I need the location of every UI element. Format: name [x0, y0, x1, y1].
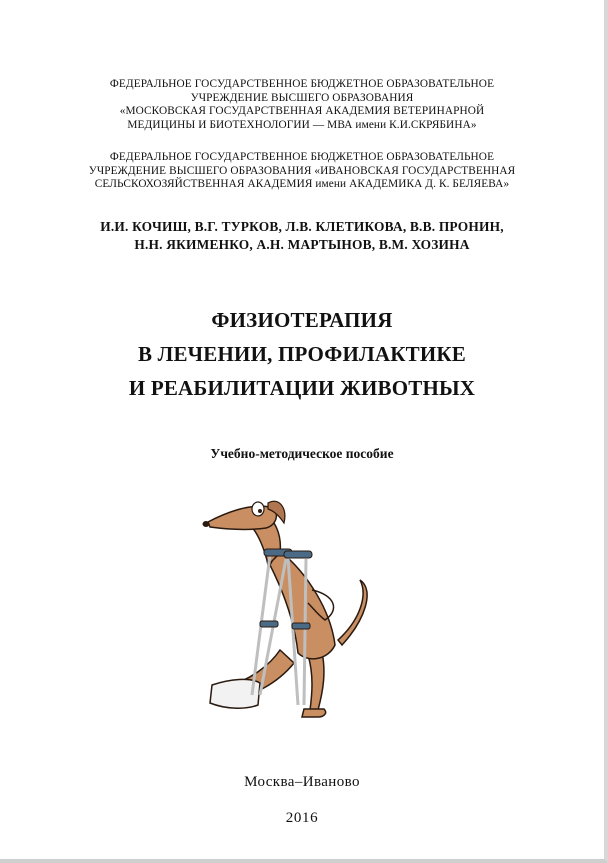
- institution-moscow-line: МЕДИЦИНЫ И БИОТЕХНОЛОГИИ — МВА имени К.И.СКРЯБИНА»: [127, 118, 477, 131]
- book-title-line: И РЕАБИЛИТАЦИИ ЖИВОТНЫХ: [128, 376, 476, 400]
- institution-moscow-line: УЧРЕЖДЕНИЕ ВЫСШЕГО ОБРАЗОВАНИЯ: [190, 91, 414, 104]
- crutch-left-grip: [260, 621, 278, 627]
- dog-on-crutches-icon: [200, 495, 390, 735]
- book-title-line: В ЛЕЧЕНИИ, ПРОФИЛАКТИКЕ: [137, 342, 467, 366]
- dog-body: [270, 550, 335, 659]
- institution-ivanovo-line: ФЕДЕРАЛЬНОЕ ГОСУДАРСТВЕННОЕ БЮДЖЕТНОЕ ОБРАЗОВАТЕЛЬНОЕ: [109, 151, 495, 163]
- authors-line: И.И. КОЧИШ, В.Г. ТУРКОВ, Л.В. КЛЕТИКОВА, В.В. ПРОНИН,: [100, 219, 504, 234]
- publication-city: Москва–Иваново: [244, 774, 360, 790]
- dog-back-paw: [302, 709, 326, 717]
- crutch-right-rail: [304, 559, 306, 705]
- book-title: [0, 303, 604, 405]
- authors-list: [0, 218, 604, 254]
- dog-pupil: [258, 509, 262, 513]
- dog-head: [208, 506, 276, 529]
- institution-moscow: [0, 78, 604, 132]
- dog-tail: [338, 580, 367, 645]
- institution-ivanovo-line: СЕЛЬСКОХОЗЯЙСТВЕННАЯ АКАДЕМИЯ имени АКАДЕМИКА Д. К. БЕЛЯЕВА»: [94, 178, 510, 190]
- crutch-right-grip: [292, 623, 310, 629]
- institution-ivanovo-line: УЧРЕЖДЕНИЕ ВЫСШЕГО ОБРАЗОВАНИЯ «ИВАНОВСКАЯ ГОСУДАРСТВЕННАЯ: [88, 164, 516, 177]
- dog-nose: [203, 521, 210, 527]
- book-subtitle: Учебно-методическое пособие: [210, 446, 394, 461]
- institution-ivanovo: [0, 151, 604, 192]
- crutch-right-pad: [284, 551, 312, 558]
- publication-year: 2016: [285, 810, 319, 826]
- institution-moscow-line: ФЕДЕРАЛЬНОЕ ГОСУДАРСТВЕННОЕ БЮДЖЕТНОЕ ОБРАЗОВАТЕЛЬНОЕ: [109, 78, 495, 90]
- institution-moscow-line: «МОСКОВСКАЯ ГОСУДАРСТВЕННАЯ АКАДЕМИЯ ВЕТЕРИНАРНОЙ: [119, 105, 485, 117]
- dog-eye: [252, 502, 264, 516]
- authors-line: Н.Н. ЯКИМЕНКО, А.Н. МАРТЫНОВ, В.М. ХОЗИНА: [134, 237, 470, 252]
- book-title-line: ФИЗИОТЕРАПИЯ: [211, 308, 393, 332]
